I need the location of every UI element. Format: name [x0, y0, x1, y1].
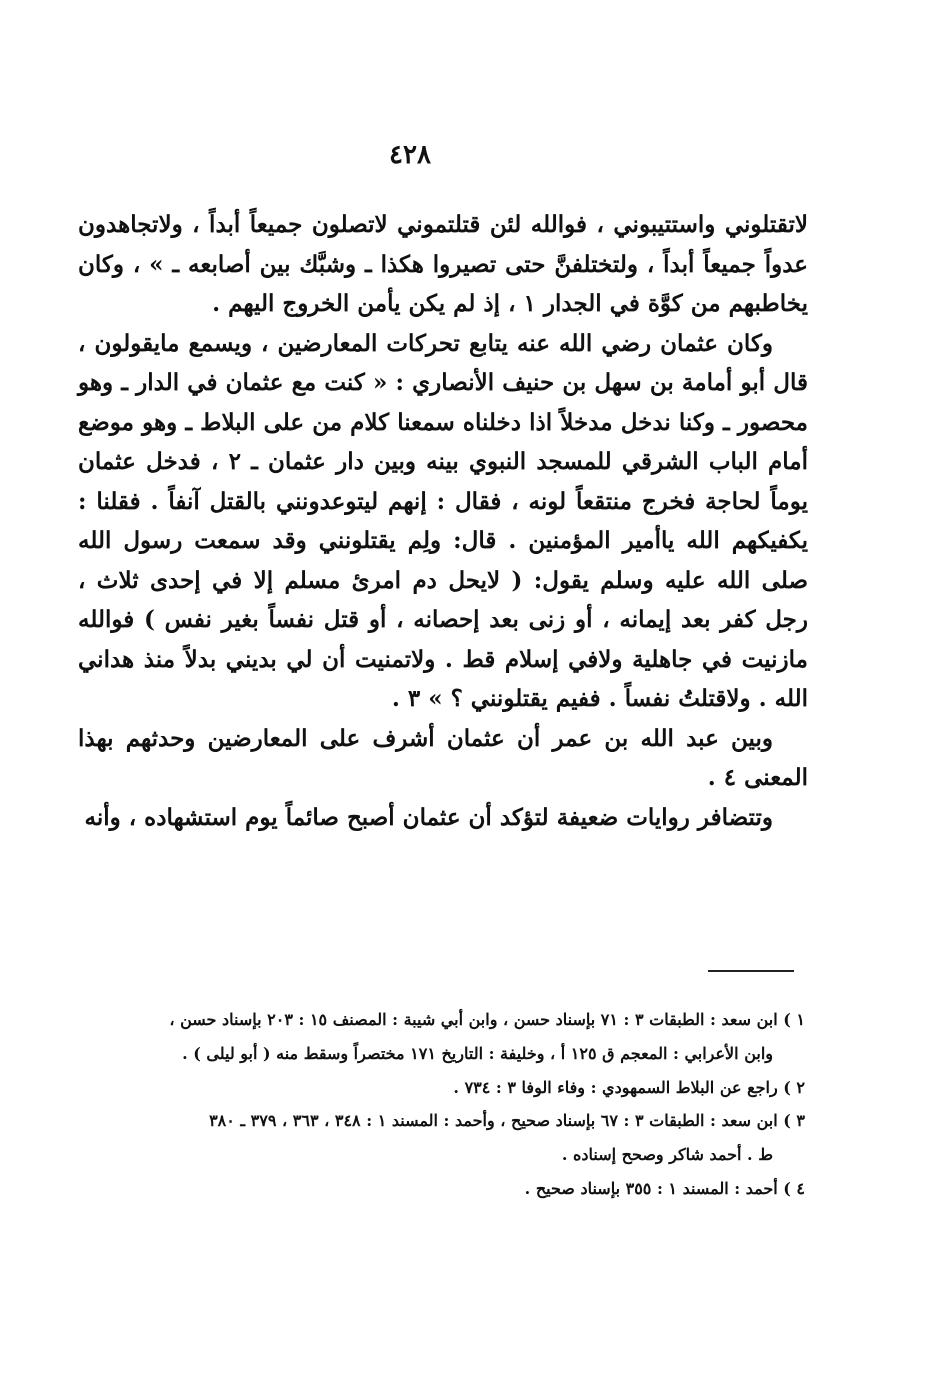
footnote-1-continuation: وابن الأعرابي : المعجم ق ١٢٥ أ ، وخليفة : التاريخ ١٧١ مختصراً وسقط منه ( أبو ليلى ) .	[182, 1043, 773, 1063]
page-number: ٤٢٨	[389, 140, 431, 170]
footnote-1: ١ ) ابن سعد : الطبقات ٣ : ٧١ بإسناد حسن ، وابن أبي شيبة : المصنف ١٥ : ٢٠٣ بإسناد حسن ،	[169, 1010, 805, 1029]
paragraph: وكان عثمان رضي الله عنه يتابع تحركات المعارضين ، ويسمع مايقولون ، قال أبو أمامة بن سهل بن حنيف الأنصاري : « كنت مع عثمان في الدار ـ وهو محصور ـ وكنا ندخل مدخلاً اذا دخلناه سمعنا كلام من على البلاط ـ وهو موضع أمام الباب الشرقي للمسجد النبوي بينه وبين دار عثمان ـ ٢ ، فدخل عثمان يوماً لحاجة فخرج منتقعاً لونه ، فقال : إنهم ليتوعدونني بالقتل آنفاً . فقلنا : يكفيكهم الله ياأمير المؤمنين . قال: ولِم يقتلونني وقد سمعت رسول الله صلى الله عليه وسلم يقول: ( لايحل دم امرئ مسلم إلا في إحدى ثلاث ، رجل كفر بعد إيمانه ، أو زنى بعد إحصانه ، أو قتل نفساً بغير نفس ) فوالله مازنيت في جاهلية ولافي إسلام قط . ولاتمنيت أن لي بديني بدلاً منذ هداني الله . ولاقتلتُ نفساً . ففيم يقتلونني ؟ » ٣ .	[78, 329, 808, 712]
footnote-3: ٣ ) ابن سعد : الطبقات ٣ : ٦٧ بإسناد صحيح ، وأحمد : المسند ١ : ٣٤٨ ، ٣٦٣ ، ٣٧٩ ـ ٣٨٠	[209, 1111, 805, 1131]
footnote-separator	[708, 970, 794, 972]
footnote-3-continuation: ط . أحمد شاكر وصحح إسناده .	[561, 1145, 773, 1165]
paragraph: وتتضافر روايات ضعيفة لتؤكد أن عثمان أصبح صائماً يوم استشهاده ، وأنه	[84, 803, 773, 831]
footnote-4: ٤ ) أحمد : المسند ١ : ٣٥٥ بإسناد صحيح .	[524, 1178, 805, 1198]
body-text	[78, 205, 808, 837]
footnotes	[110, 1003, 805, 1206]
footnote-2: ٢ ) راجع عن البلاط السمهودي : وفاء الوفا ٣ : ٧٣٤ .	[453, 1077, 805, 1097]
paragraph: وبين عبد الله بن عمر أن عثمان أشرف على المعارضين وحدثهم بهذا المعنى ٤ .	[78, 724, 808, 791]
paragraph-continuation: لاتقتلوني واستتيبوني ، فوالله لئن قتلتموني لاتصلون جميعاً أبداً ، ولاتجاهدون عدواً جميعاً أبداً ، ولتختلفنَّ حتى تصيروا هكذا ـ وشبَّك بين أصابعه ـ » ، وكان يخاطبهم من كوَّة في الجدار ١ ، إذ لم يكن يأمن الخروج اليهم .	[78, 211, 808, 317]
